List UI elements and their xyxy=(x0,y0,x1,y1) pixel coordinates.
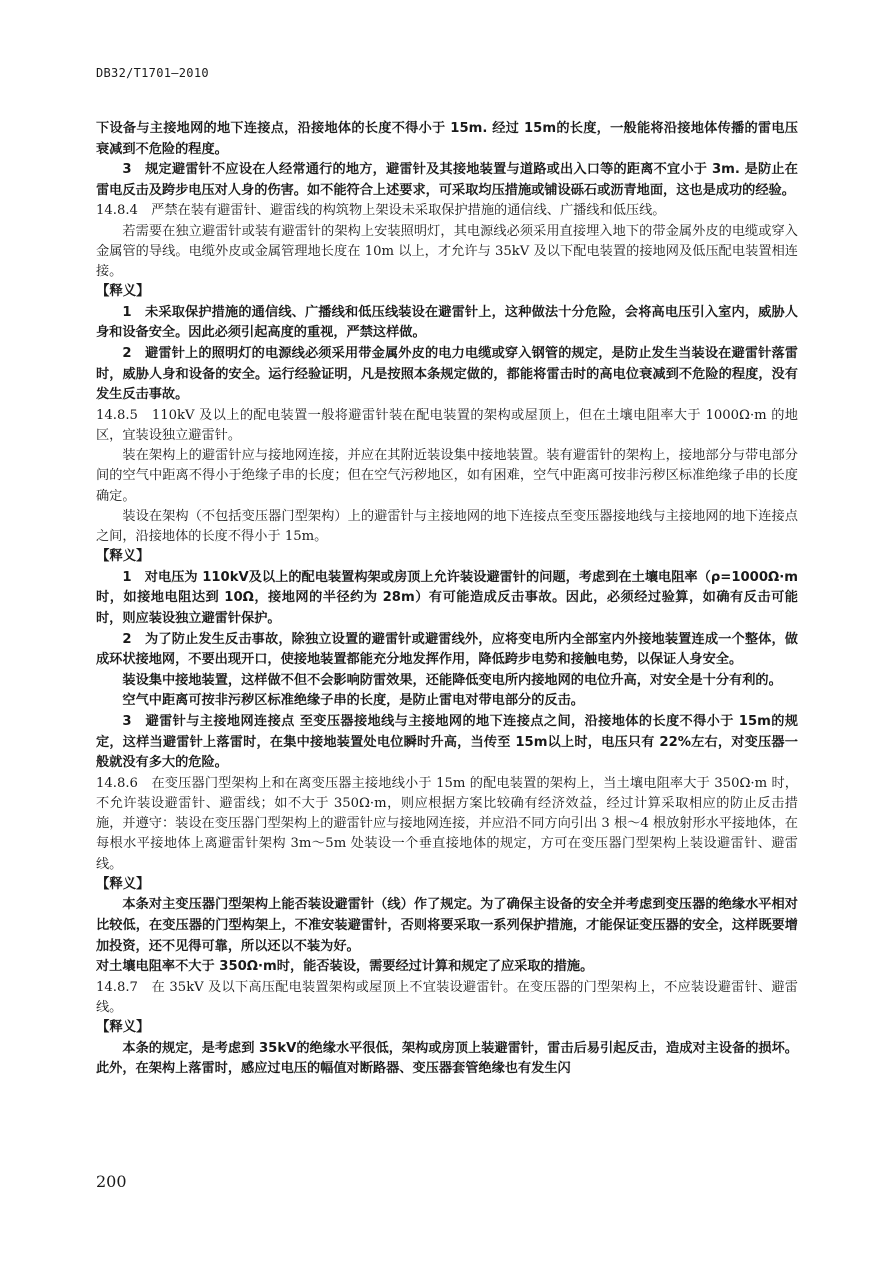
paragraph: 1 未采取保护措施的通信线、广播线和低压线装设在避雷针上，这种做法十分危险，会将高电压引入室内，威胁人身和设备安全。因此必须引起高度的重视，严禁这样做。 xyxy=(96,304,798,341)
paragraph: 3 规定避雷针不应设在人经常通行的地方，避雷针及其接地装置与道路或出入口等的距离不宜小于 3m. 是防止在雷电反击及跨步电压对人身的伤害。如不能符合上述要求，可采取均压措施或铺设砾石或沥青地面，这也是成功的经验。 xyxy=(96,162,798,198)
paragraph: 装设集中接地装置，这样做不但不会影响防雷效果，还能降低变电所内接地网的电位升高，对安全是十分有利的。 xyxy=(122,672,782,688)
paragraph: 空气中距离可按非污秽区标准绝缘子串的长度，是防止雷电对带电部分的反击。 xyxy=(122,693,584,709)
section-heading: 【释义】 xyxy=(96,876,150,892)
document-header: DB32/T1701—2010 xyxy=(96,66,209,80)
section-heading: 【释义】 xyxy=(96,549,150,565)
paragraph: 装设在架构（不包括变压器门型架构）上的避雷针与主接地网的地下连接点至变压器接地线与主接地网的地下连接点之间，沿接地体的长度不得小于 15m。 xyxy=(96,508,798,544)
page-body xyxy=(96,119,798,1080)
paragraph: 本条对主变压器门型架构上能否装设避雷针（线）作了规定。为了确保主设备的安全并考虑到变压器的绝缘水平相对比较低，在变压器的门型构架上，不准安装避雷针，否则将要采取一系列保护措施，才能保证变压器的安全，这样既要增加投资，还不见得可靠，所以还以不装为好。 xyxy=(96,897,798,954)
paragraph: 14.8.5 110kV 及以上的配电装置一般将避雷针装在配电装置的架构或屋顶上，但在土壤电阻率大于 1000Ω·m 的地区，宜装设独立避雷针。 xyxy=(96,407,798,443)
paragraph: 1 对电压为 110kV及以上的配电装置构架或房顶上允许装设避雷针的问题，考虑到在土壤电阻率（ρ=1000Ω·m时，如接地电阻达到 10Ω，接地网的半径约为 28m）有可能造成反击事故。因此，必须经过验算，如确有反击可能时，则应装设独立避雷针保护。 xyxy=(96,569,798,626)
section-heading: 【释义】 xyxy=(96,1020,150,1036)
paragraph: 14.8.6 在变压器门型架构上和在离变压器主接地线小于 15m 的配电装置的架构上，当土壤电阻率大于 350Ω·m 时，不允许装设避雷针、避雷线；如不大于 350Ω·m，则应根据方案比较确有经济效益，经过计算采取相应的防止反击措施，并遵守：装设在变压器门型架构上的避雷针应与接地网连接，并应沿不同方向引出 3 根～4 根放射形水平接地体，在每根水平接地体上离避雷针架构 3m～5m 处装设一个垂直接地体的规定，方可在变压器门型架构上装设避雷针、避雷线。 xyxy=(96,775,798,872)
paragraph: 3 避雷针与主接地网连接点 至变压器接地线与主接地网的地下连接点之间，沿接地体的长度不得小于 15m的规定，这样当避雷针上落雷时，在集中接地装置处电位瞬时升高，当传至 15m以上时，电压只有 22%左右，对变压器一般就没有多大的危险。 xyxy=(96,713,798,771)
paragraph: 2 为了防止发生反击事故，除独立设置的避雷针或避雷线外，应将变电所内全部室内外接地装置连成一个整体，做成环状接地网，不要出现开口，使接地装置都能充分地发挥作用，降低跨步电势和接触电势，以保证人身安全。 xyxy=(96,631,798,668)
paragraph: 14.8.4 严禁在装有避雷针、避雷线的构筑物上架设未采取保护措施的通信线、广播线和低压线。 xyxy=(96,203,666,219)
paragraph: 本条的规定，是考虑到 35kV的绝缘水平很低，架构或房顶上装避雷针，雷击后易引起反击，造成对主设备的损坏。此外，在架构上落雷时，感应过电压的幅值对断路器、变压器套管绝缘也有发生闪 xyxy=(96,1040,798,1077)
paragraph: 下设备与主接地网的地下连接点，沿接地体的长度不得小于 15m. 经过 15m的长度，一般能将沿接地体传播的雷电压衰减到不危险的程度。 xyxy=(96,121,798,157)
paragraph: 14.8.7 在 35kV 及以下高压配电装置架构或屋顶上不宜装设避雷针。在变压器的门型架构上，不应装设避雷针、避雷线。 xyxy=(96,979,798,1015)
section-heading: 【释义】 xyxy=(96,284,150,300)
page-number: 200 xyxy=(96,1172,127,1191)
paragraph: 若需要在独立避雷针或装有避雷针的架构上安装照明灯，其电源线必须采用直接埋入地下的带金属外皮的电缆或穿入金属管的导线。电缆外皮或金属管理地长度在 10m 以上，才允许与 35kV 及以下配电装置的接地网及低压配电装置相连接。 xyxy=(96,223,798,279)
paragraph: 对土壤电阻率不大于 350Ω·m时，能否装设，需要经过计算和规定了应采取的措施。 xyxy=(96,959,594,975)
paragraph: 装在架构上的避雷针应与接地网连接，并应在其附近装设集中接地装置。装有避雷针的架构上，接地部分与带电部分间的空气中距离不得小于绝缘子串的长度；但在空气污秽地区，如有困难，空气中距离可按非污秽区标准绝缘子串的长度确定。 xyxy=(96,448,798,504)
paragraph: 2 避雷针上的照明灯的电源线必须采用带金属外皮的电力电缆或穿入钢管的规定，是防止发生当装设在避雷针落雷时，威胁人身和设备的安全。运行经验证明，凡是按照本条规定做的，都能将雷击时的高电位衰减到不危险的程度，没有发生反击事故。 xyxy=(96,345,798,403)
